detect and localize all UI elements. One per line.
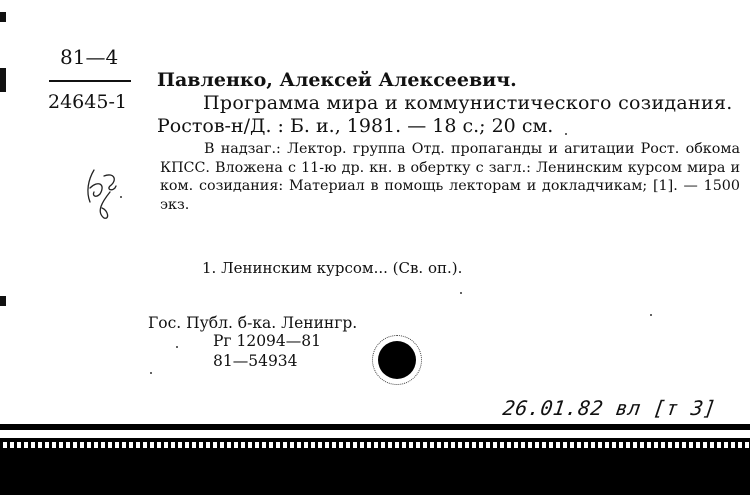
speck xyxy=(650,314,652,316)
record-number: 81—54934 xyxy=(213,352,298,370)
handwritten-initials-icon xyxy=(80,162,124,222)
accession-number: Рг 12094—81 xyxy=(213,332,322,350)
title-line: Программа мира и коммунистического созидания. xyxy=(203,92,733,114)
speck xyxy=(176,346,178,348)
call-number-divider xyxy=(49,80,131,82)
scan-bottom-band xyxy=(0,424,750,430)
notes-paragraph: В надзаг.: Лектор. группа Отд. пропаганды и агитации Рост. обкома КПСС. Вложена с 11-ю др. кн. в обертку с загл.: Ленинским курсом мира и ком. созидания: Материал в помощь лекторам и докладчикам; [1]. — 1500 экз. xyxy=(160,141,740,213)
edge-mark xyxy=(0,12,6,22)
scan-bottom-band xyxy=(0,448,750,495)
holding-library: Гос. Публ. б-ка. Ленингр. xyxy=(148,314,358,332)
call-number-top: 81—4 xyxy=(60,45,119,69)
imprint-line: Ростов-н/Д. : Б. и., 1981. — 18 с.; 20 см. xyxy=(157,115,554,137)
edge-mark xyxy=(0,296,6,306)
speck xyxy=(120,196,122,198)
speck xyxy=(460,292,462,294)
author-heading: Павленко, Алексей Алексеевич. xyxy=(157,69,517,91)
speck xyxy=(565,133,567,135)
speck xyxy=(150,372,152,374)
tracing-line: 1. Ленинским курсом... (Св. оп.). xyxy=(202,259,463,277)
call-number-bottom: 24645-1 xyxy=(48,91,127,113)
edge-mark xyxy=(0,68,6,92)
ink-stamp xyxy=(378,341,416,379)
handwritten-note: 26.01.82 вл [т 3] xyxy=(501,396,718,420)
